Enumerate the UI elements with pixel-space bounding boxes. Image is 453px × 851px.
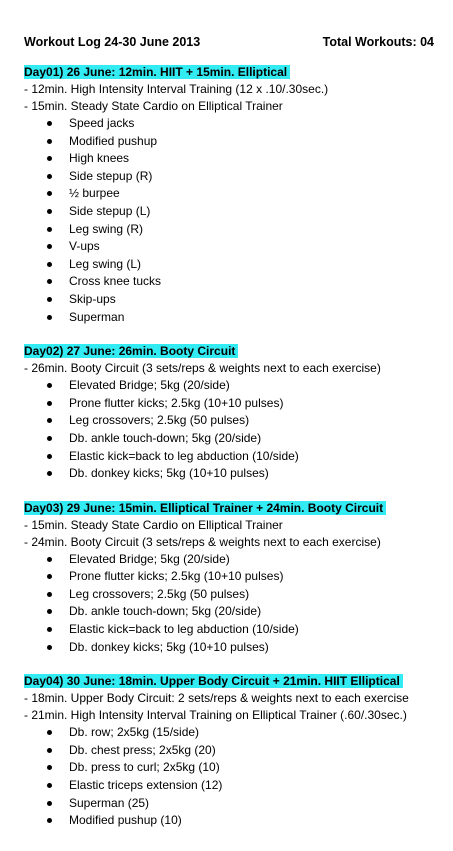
total-workouts: Total Workouts: 04 (322, 35, 434, 49)
exercise-item: Db. chest press; 2x5kg (20) (24, 742, 434, 760)
exercise-item: Db. donkey kicks; 5kg (10+10 pulses) (24, 639, 434, 657)
exercise-item: Elastic kick=back to leg abduction (10/side) (24, 448, 434, 466)
exercise-item: Side stepup (R) (24, 168, 434, 186)
day-description: - 21min. High Intensity Interval Training on Elliptical Trainer (.60/.30sec.) (24, 708, 407, 723)
exercise-item: Skip-ups (24, 291, 434, 309)
exercise-item: Leg crossovers; 2.5kg (50 pulses) (24, 586, 434, 604)
day-description: - 24min. Booty Circuit (3 sets/reps & weights next to each exercise) (24, 534, 381, 549)
day-section-3 (24, 500, 434, 657)
exercise-item: Speed jacks (24, 115, 434, 133)
day-description: - 26min. Booty Circuit (3 sets/reps & weights next to each exercise) (24, 361, 381, 376)
workout-log-document (24, 34, 434, 847)
day-title (24, 343, 434, 360)
exercise-list (24, 377, 434, 483)
day-section-1 (24, 64, 434, 326)
exercise-item: Elevated Bridge; 5kg (20/side) (24, 377, 434, 395)
day-title (24, 500, 434, 517)
exercise-item: Elastic kick=back to leg abduction (10/side) (24, 621, 434, 639)
exercise-item: Db. ankle touch-down; 5kg (20/side) (24, 603, 434, 621)
exercise-item: V-ups (24, 238, 434, 256)
exercise-item: Elastic triceps extension (12) (24, 777, 434, 795)
day-section-4 (24, 673, 434, 830)
exercise-list (24, 115, 434, 326)
day-title (24, 64, 434, 81)
day-title-highlight: Day04) 30 June: 18min. Upper Body Circuit + 21min. HIIT Elliptical (24, 674, 403, 688)
log-title: Workout Log 24-30 June 2013 (24, 35, 201, 49)
day-description: - 15min. Steady State Cardio on Elliptical Trainer (24, 99, 283, 113)
day-title (24, 673, 434, 690)
exercise-item: Superman (25) (24, 795, 434, 813)
exercise-list (24, 551, 434, 657)
exercise-item: Superman (24, 309, 434, 327)
exercise-list (24, 724, 434, 830)
day-section-2 (24, 343, 434, 483)
exercise-item: Cross knee tucks (24, 273, 434, 291)
exercise-item: ½ burpee (24, 185, 434, 203)
exercise-item: Db. ankle touch-down; 5kg (20/side) (24, 430, 434, 448)
exercise-item: Db. row; 2x5kg (15/side) (24, 724, 434, 742)
day-title-highlight: Day03) 29 June: 15min. Elliptical Trainer + 24min. Booty Circuit (24, 501, 386, 515)
exercise-item: Db. press to curl; 2x5kg (10) (24, 759, 434, 777)
day-title-highlight: Day02) 27 June: 26min. Booty Circuit (24, 344, 238, 358)
log-header (24, 34, 434, 51)
exercise-item: Leg crossovers; 2.5kg (50 pulses) (24, 412, 434, 430)
exercise-item: Modified pushup (24, 133, 434, 151)
exercise-item: High knees (24, 150, 434, 168)
exercise-item: Leg swing (L) (24, 256, 434, 274)
exercise-item: Elevated Bridge; 5kg (20/side) (24, 551, 434, 569)
exercise-item: Side stepup (L) (24, 203, 434, 221)
day-description: - 12min. High Intensity Interval Training (12 x .10/.30sec.) (24, 82, 329, 96)
day-title-highlight: Day01) 26 June: 12min. HIIT + 15min. Elliptical (24, 65, 290, 79)
exercise-item: Modified pushup (10) (24, 812, 434, 830)
exercise-item: Db. donkey kicks; 5kg (10+10 pulses) (24, 465, 434, 483)
exercise-item: Prone flutter kicks; 2.5kg (10+10 pulses) (24, 568, 434, 586)
exercise-item: Prone flutter kicks; 2.5kg (10+10 pulses) (24, 395, 434, 413)
day-description: - 18min. Upper Body Circuit: 2 sets/reps & weights next to each exercise (24, 691, 409, 706)
exercise-item: Leg swing (R) (24, 221, 434, 239)
day-description: - 15min. Steady State Cardio on Elliptical Trainer (24, 517, 283, 532)
